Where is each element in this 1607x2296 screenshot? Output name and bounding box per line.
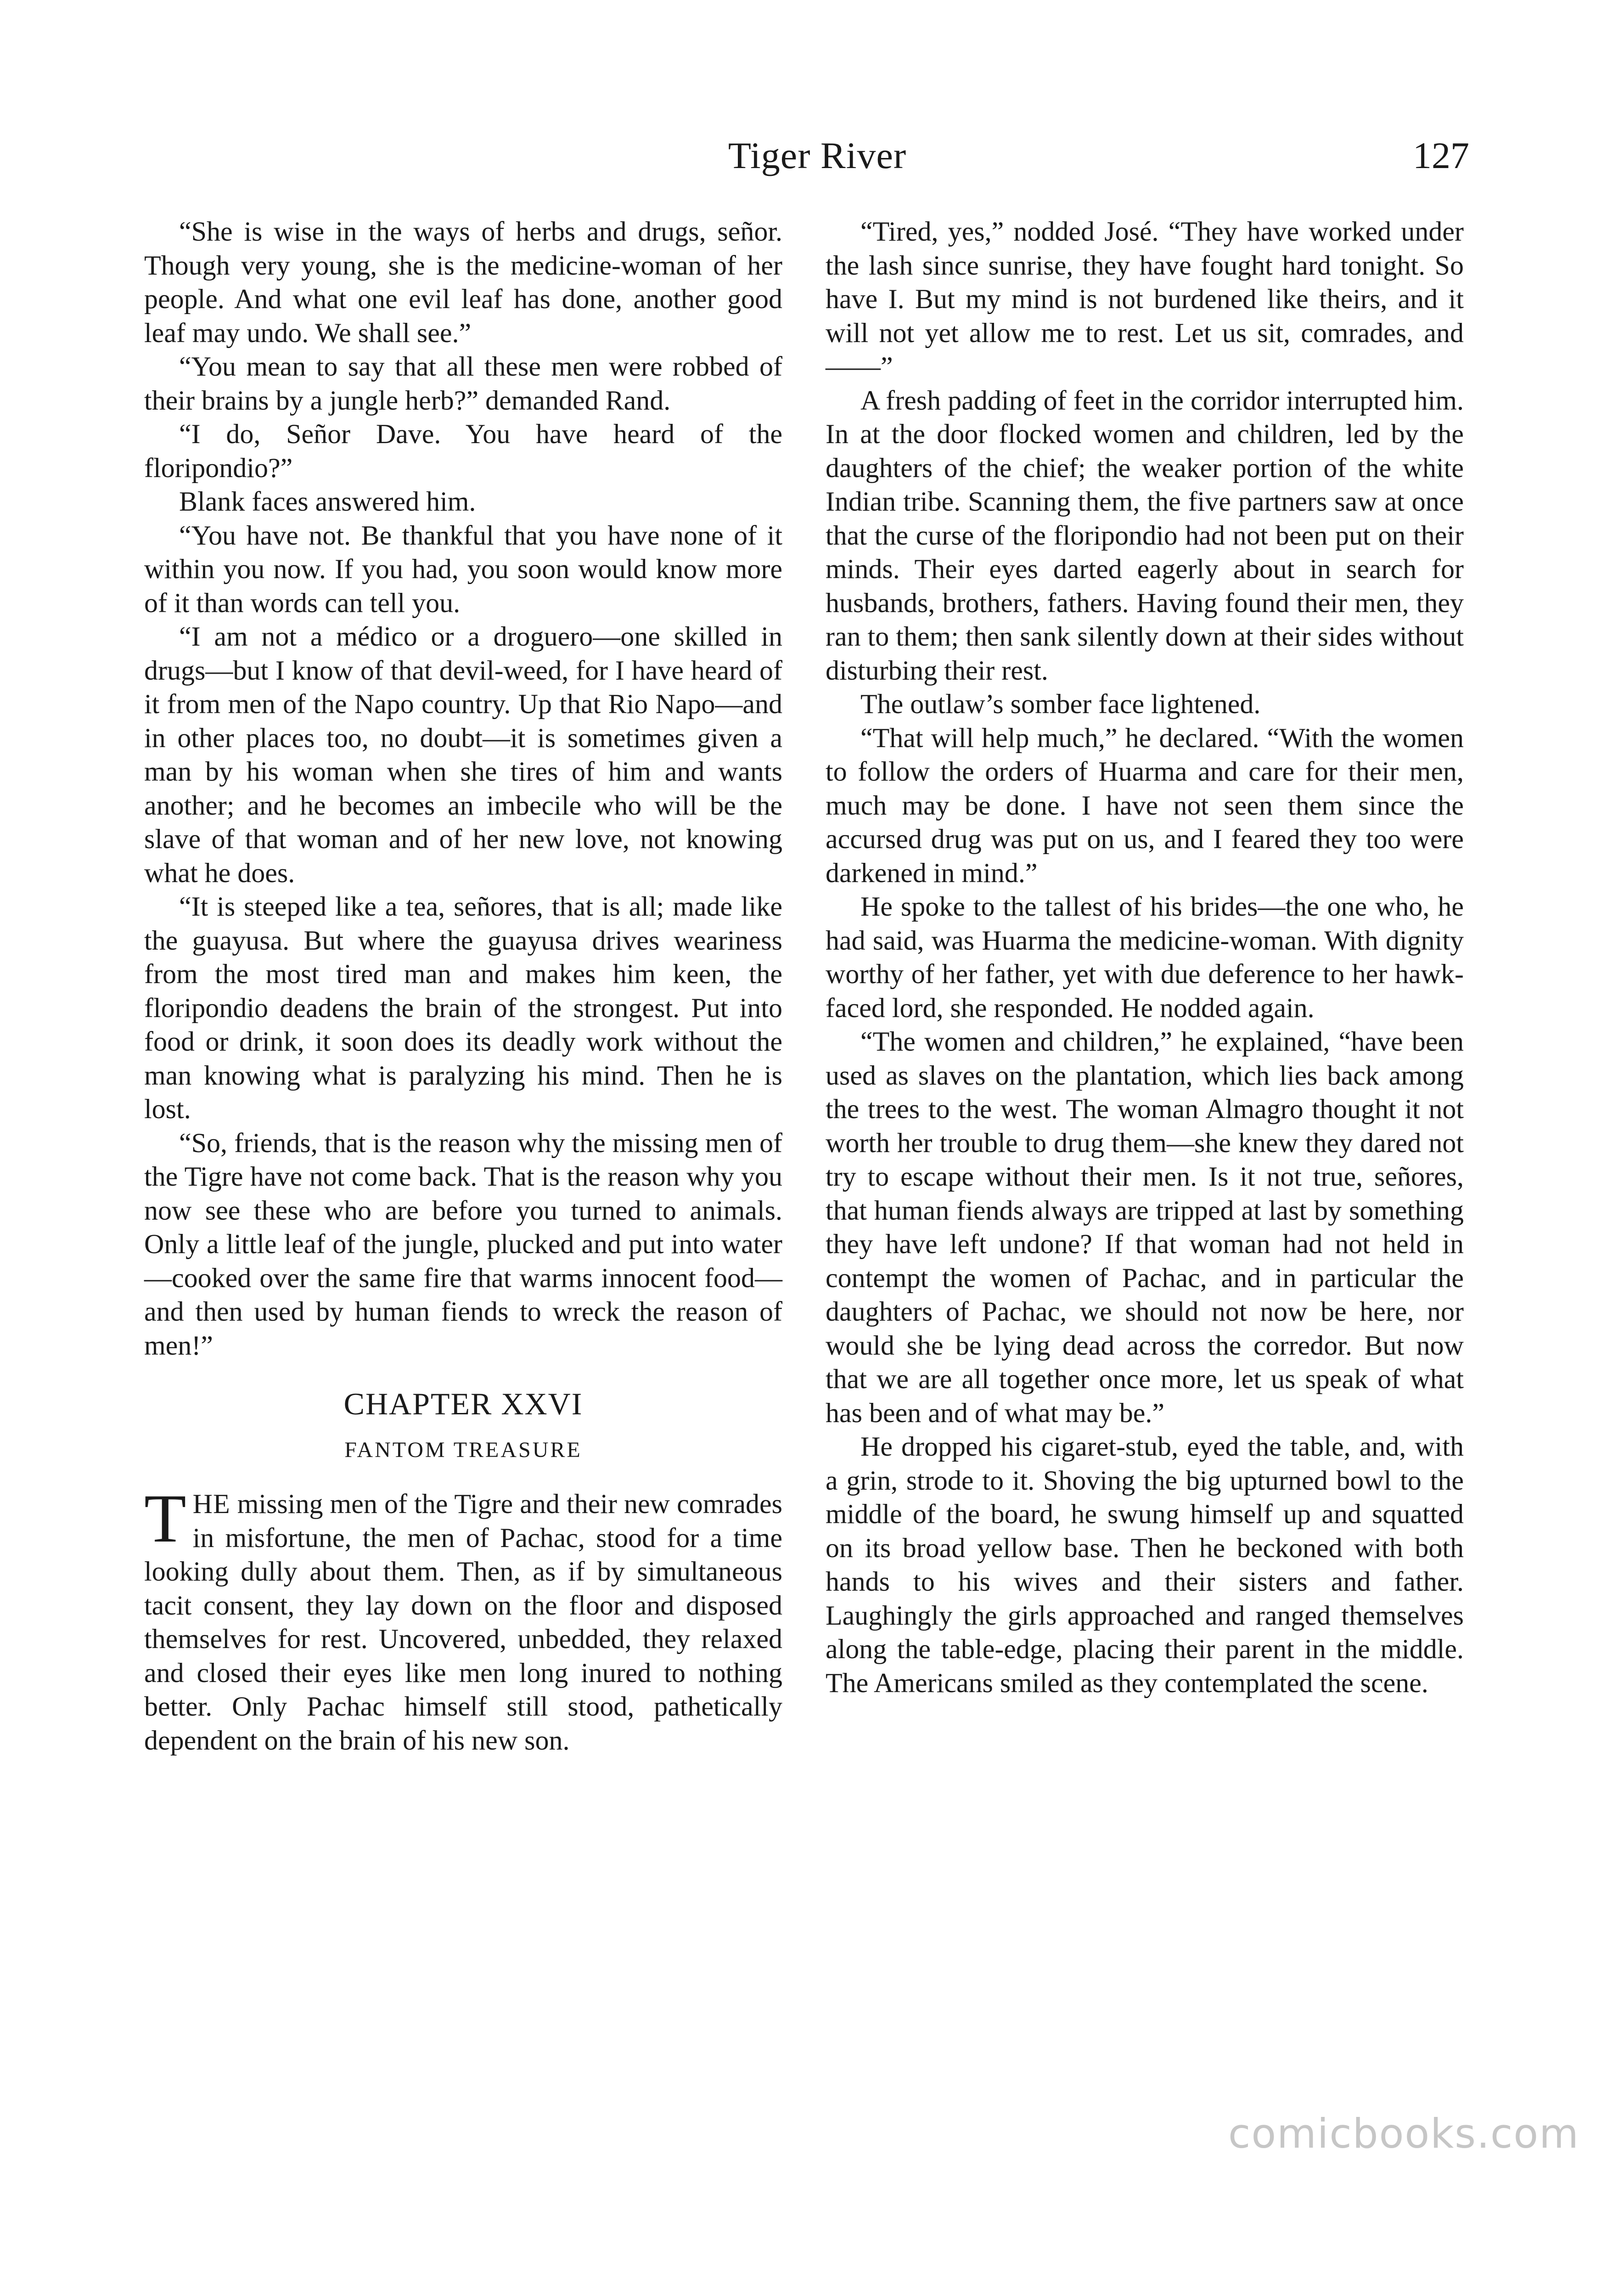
opening-text: missing men of the Tigre and their new comrades in misfortune, the men of Pachac, stood for a time looking dully about them. Then, as if by simultaneous tacit consent, they lay down on the floor and disposed themselves for rest. Uncovered, unbedded, they relaxed and closed their eyes like men long inured to nothing better. Only Pachac himself still stood, pathetically dependent on the brain of his new son.	[144, 1489, 783, 1756]
paragraph: “You have not. Be thankful that you have none of it within you now. If you had, you soon would know more of it than words can tell you.	[144, 520, 782, 618]
right-column	[826, 215, 1464, 1700]
chapter-subtitle: FANTOM TREASURE	[344, 1438, 582, 1462]
paragraph: “She is wise in the ways of herbs and drugs, señor. Though very young, she is the medicine-woman of her people. And what one evil leaf has done, another good leaf may undo. We shall see.”	[144, 216, 782, 348]
paragraph: “The women and children,” he explained, “have been used as slaves on the plantation, which lies back among the trees to the west. The woman Almagro thought it not worth her trouble to drug them—she knew they dared not try to escape without their men. Is it not true, señores, that human fiends always are tripped at last by something they have left undone? If that woman had not held in contempt the women of Pachac, and in particular the daughters of Pachac, we should not now be here, nor would she be lying dead across the corredor. But now that we are all together once more, let us speak of what has been and of what may be.”	[826, 1026, 1464, 1428]
paragraph: Blank faces answered him.	[179, 486, 476, 517]
paragraph: He spoke to the tallest of his brides—the one who, he had said, was Huarma the medicine-woman. With dignity worthy of her father, yet with due deference to her hawk-faced lord, she responded. He nodded again.	[826, 891, 1464, 1023]
paragraph: “I am not a médico or a droguero—one skilled in drugs—but I know of that devil-weed, for I have heard of it from men of the Napo country. Up that Rio Napo—and in other places too, no doubt—it is sometimes given a man by his woman when she tires of him and wants another; and he becomes an imbecile who will be the slave of that woman and of her new love, not knowing what he does.	[144, 621, 782, 888]
paragraph: A fresh padding of feet in the corridor interrupted him. In at the door flocked women and children, led by the daughters of the chief; the weaker portion of the white Indian tribe. Scanning them, the five partners saw at once that the curse of the floripondio had not been put on their minds. Their eyes darted eagerly about in search for husbands, brothers, fathers. Having found their men, they ran to them; then sank silently down at their sides without disturbing their rest.	[826, 385, 1464, 686]
running-title: Tiger River	[728, 135, 907, 176]
paragraph: He dropped his cigaret-stub, eyed the table, and, with a grin, strode to it. Shoving the big upturned bowl to the middle of the board, he swung himself up and squatted on its broad yellow base. Then he beckoned with both hands to his wives and their sisters and father. Laughingly the girls approached and ranged themselves along the table-edge, placing their parent in the middle. The Americans smiled as they contemplated the scene.	[826, 1431, 1464, 1698]
paragraph: The outlaw’s somber face lightened.	[860, 689, 1261, 719]
opening-word: HE	[192, 1489, 230, 1519]
paragraph: “That will help much,” he declared. “With the women to follow the orders of Huarma and care for their men, much may be done. I have not seen them since the accursed drug was put on us, and I feared they too were darkened in mind.”	[826, 722, 1464, 888]
paragraph: “I do, Señor Dave. You have heard of the floripondio?”	[144, 419, 782, 483]
paragraph: “It is steeped like a tea, señores, that is all; made like the guayusa. But where the guayusa drives weariness from the most tired man and makes him keen, the floripondio deadens the brain of the strongest. Put into food or drink, it soon does its deadly work without the man knowing what is paralyzing his mind. Then he is lost.	[144, 891, 782, 1124]
drop-cap: T	[144, 1480, 186, 1557]
left-column	[144, 215, 782, 1757]
watermark-text: comicbooks.com	[1228, 2110, 1579, 2157]
paragraph: “So, friends, that is the reason why the missing men of the Tigre have not come back. That is the reason why you now see these who are before you turned to animals. Only a little leaf of the jungle, plucked and put into water—cooked over the same fire that warms innocent food—and then used by human fiends to wreck the reason of men!”	[144, 1127, 782, 1361]
chapter-opening-paragraph	[144, 1480, 783, 1757]
paragraph: “You mean to say that all these men were robbed of their brains by a jungle herb?” demanded Rand.	[144, 351, 782, 416]
chapter-heading: CHAPTER XXVI	[343, 1386, 583, 1421]
paragraph: “Tired, yes,” nodded José. “They have worked under the lash since sunrise, they have fought hard tonight. So have I. But my mind is not burdened like theirs, and it will not yet allow me to rest. Let us sit, comrades, and——”	[826, 216, 1464, 382]
page-number: 127	[1413, 135, 1469, 176]
